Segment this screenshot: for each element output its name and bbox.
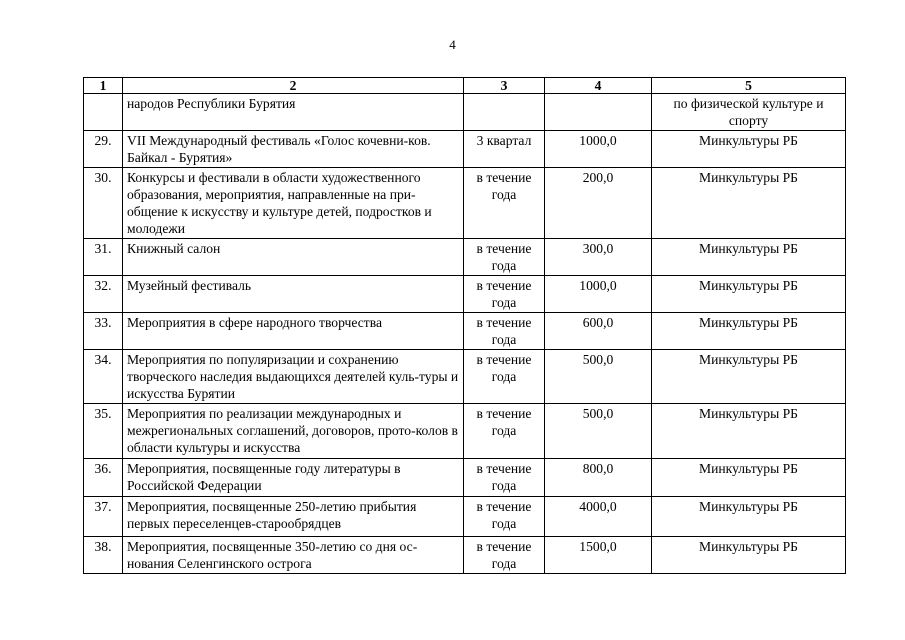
event-executor: Минкультуры РБ: [652, 459, 846, 497]
row-number: 38.: [84, 537, 123, 574]
event-term: в течение года: [464, 537, 545, 574]
column-header-4: 4: [545, 78, 652, 94]
event-executor: Минкультуры РБ: [652, 276, 846, 313]
table-row: [84, 313, 846, 350]
event-name: Музейный фестиваль: [123, 276, 464, 313]
event-name: Мероприятия по реализации международных и межрегиональных соглашений, договоров, прото-колов в области культуры и искусства: [123, 404, 464, 459]
event-amount: 1000,0: [545, 131, 652, 168]
row-number: 29.: [84, 131, 123, 168]
event-name: народов Республики Бурятия: [123, 94, 464, 131]
table-header-row: [84, 78, 846, 94]
table-row: [84, 276, 846, 313]
table-row: [84, 239, 846, 276]
event-term: в течение года: [464, 350, 545, 404]
event-executor: Минкультуры РБ: [652, 168, 846, 239]
event-name: Конкурсы и фестивали в области художественного образования, мероприятия, направленные на при-общение к искусству и культуре детей, подростков и молодежи: [123, 168, 464, 239]
row-number: 34.: [84, 350, 123, 404]
event-name: Мероприятия, посвященные 350-летию со дня ос-нования Селенгинского острога: [123, 537, 464, 574]
event-executor: Минкультуры РБ: [652, 239, 846, 276]
event-executor: Минкультуры РБ: [652, 131, 846, 168]
event-executor: Минкультуры РБ: [652, 537, 846, 574]
event-amount: 1000,0: [545, 276, 652, 313]
event-name: VII Международный фестиваль «Голос кочевни-ков. Байкал - Бурятия»: [123, 131, 464, 168]
event-name: Книжный салон: [123, 239, 464, 276]
event-term: в течение года: [464, 497, 545, 537]
event-amount: [545, 94, 652, 131]
table-row: [84, 350, 846, 404]
table-row: [84, 404, 846, 459]
event-amount: 200,0: [545, 168, 652, 239]
event-term: 3 квартал: [464, 131, 545, 168]
table-row: [84, 537, 846, 574]
event-term: [464, 94, 545, 131]
row-number: [84, 94, 123, 131]
event-name: Мероприятия, посвященные году литературы в Российской Федерации: [123, 459, 464, 497]
row-number: 36.: [84, 459, 123, 497]
table-row: [84, 497, 846, 537]
event-term: в течение года: [464, 276, 545, 313]
event-term: в течение года: [464, 239, 545, 276]
column-header-1: 1: [84, 78, 123, 94]
row-number: 32.: [84, 276, 123, 313]
table-row: [84, 459, 846, 497]
column-header-2: 2: [123, 78, 464, 94]
table-row: [84, 168, 846, 239]
table-row: [84, 94, 846, 131]
row-number: 31.: [84, 239, 123, 276]
row-number: 30.: [84, 168, 123, 239]
event-amount: 1500,0: [545, 537, 652, 574]
column-header-3: 3: [464, 78, 545, 94]
event-term: в течение года: [464, 459, 545, 497]
row-number: 37.: [84, 497, 123, 537]
event-executor: Минкультуры РБ: [652, 313, 846, 350]
event-name: Мероприятия, посвященные 250-летию прибытия первых переселенцев-старообрядцев: [123, 497, 464, 537]
event-executor: Минкультуры РБ: [652, 497, 846, 537]
event-amount: 500,0: [545, 404, 652, 459]
event-executor: по физической культуре и спорту: [652, 94, 846, 131]
event-amount: 300,0: [545, 239, 652, 276]
event-term: в течение года: [464, 313, 545, 350]
column-header-5: 5: [652, 78, 846, 94]
event-executor: Минкультуры РБ: [652, 350, 846, 404]
row-number: 33.: [84, 313, 123, 350]
event-amount: 800,0: [545, 459, 652, 497]
row-number: 35.: [84, 404, 123, 459]
event-name: Мероприятия в сфере народного творчества: [123, 313, 464, 350]
page-number: 4: [449, 37, 456, 52]
event-term: в течение года: [464, 404, 545, 459]
event-amount: 4000,0: [545, 497, 652, 537]
table-row: [84, 131, 846, 168]
event-term: в течение года: [464, 168, 545, 239]
event-name: Мероприятия по популяризации и сохранению творческого наследия выдающихся деятелей куль-туры и искусства Бурятии: [123, 350, 464, 404]
events-table: [83, 77, 846, 574]
event-executor: Минкультуры РБ: [652, 404, 846, 459]
event-amount: 500,0: [545, 350, 652, 404]
event-amount: 600,0: [545, 313, 652, 350]
